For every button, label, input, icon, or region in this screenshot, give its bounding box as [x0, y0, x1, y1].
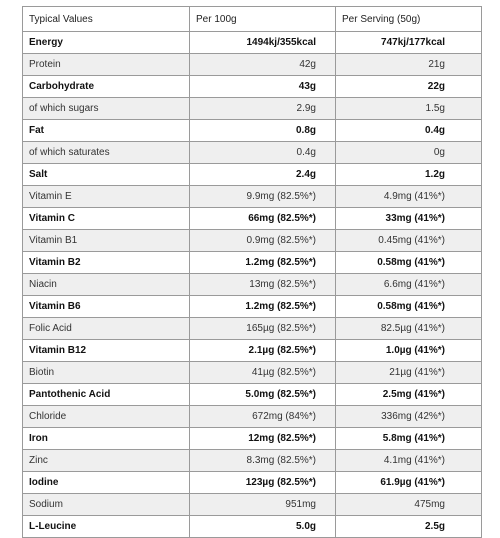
per-serving-value: 0.4g: [336, 120, 482, 142]
table-row: [23, 340, 482, 362]
nutrient-label: Vitamin C: [23, 208, 190, 230]
per-serving-value: 747kj/177kcal: [336, 32, 482, 54]
table-row: [23, 472, 482, 494]
per-100g-value: 2.4g: [190, 164, 336, 186]
nutrient-label: Carbohydrate: [23, 76, 190, 98]
per-100g-value: 41µg (82.5%*): [190, 362, 336, 384]
header-per-100g: Per 100g: [190, 7, 336, 32]
table-row: [23, 428, 482, 450]
per-serving-value: 2.5g: [336, 516, 482, 538]
per-serving-value: 5.8mg (41%*): [336, 428, 482, 450]
nutrient-label: Vitamin E: [23, 186, 190, 208]
nutrient-label: Pantothenic Acid: [23, 384, 190, 406]
nutrient-label: Vitamin B6: [23, 296, 190, 318]
per-serving-value: 22g: [336, 76, 482, 98]
table-row: [23, 54, 482, 76]
nutrient-label: Niacin: [23, 274, 190, 296]
per-100g-value: 5.0mg (82.5%*): [190, 384, 336, 406]
per-100g-value: 672mg (84%*): [190, 406, 336, 428]
table-row: [23, 32, 482, 54]
table-row: [23, 230, 482, 252]
table-row: [23, 318, 482, 340]
table-row: [23, 274, 482, 296]
nutrient-label: Vitamin B2: [23, 252, 190, 274]
table-row: [23, 362, 482, 384]
per-serving-value: 33mg (41%*): [336, 208, 482, 230]
per-100g-value: 9.9mg (82.5%*): [190, 186, 336, 208]
per-100g-value: 13mg (82.5%*): [190, 274, 336, 296]
per-serving-value: 21µg (41%*): [336, 362, 482, 384]
per-100g-value: 43g: [190, 76, 336, 98]
per-serving-value: 0.58mg (41%*): [336, 252, 482, 274]
table-row: [23, 76, 482, 98]
per-100g-value: 8.3mg (82.5%*): [190, 450, 336, 472]
table-row: [23, 142, 482, 164]
per-serving-value: 1.5g: [336, 98, 482, 120]
per-100g-value: 165µg (82.5%*): [190, 318, 336, 340]
nutrient-label: Vitamin B1: [23, 230, 190, 252]
per-100g-value: 1494kj/355kcal: [190, 32, 336, 54]
table-row: [23, 252, 482, 274]
table-row: [23, 296, 482, 318]
per-serving-value: 1.2g: [336, 164, 482, 186]
per-serving-value: 1.0µg (41%*): [336, 340, 482, 362]
table-row: [23, 384, 482, 406]
nutrient-label: Folic Acid: [23, 318, 190, 340]
table-row: [23, 164, 482, 186]
table-row: [23, 406, 482, 428]
nutrient-label: of which saturates: [23, 142, 190, 164]
per-serving-value: 61.9µg (41%*): [336, 472, 482, 494]
nutrient-label: Energy: [23, 32, 190, 54]
table-header: [23, 7, 482, 32]
table-body: [23, 32, 482, 538]
table-row: [23, 450, 482, 472]
per-100g-value: 2.1µg (82.5%*): [190, 340, 336, 362]
per-serving-value: 4.9mg (41%*): [336, 186, 482, 208]
table-row: [23, 120, 482, 142]
nutrient-label: Iron: [23, 428, 190, 450]
nutrient-label: Zinc: [23, 450, 190, 472]
header-typical-values: Typical Values: [23, 7, 190, 32]
table-row: [23, 208, 482, 230]
per-100g-value: 0.8g: [190, 120, 336, 142]
nutrient-label: Salt: [23, 164, 190, 186]
per-serving-value: 336mg (42%*): [336, 406, 482, 428]
per-serving-value: 82.5µg (41%*): [336, 318, 482, 340]
per-100g-value: 1.2mg (82.5%*): [190, 252, 336, 274]
table-row: [23, 516, 482, 538]
per-100g-value: 12mg (82.5%*): [190, 428, 336, 450]
nutrient-label: Fat: [23, 120, 190, 142]
per-serving-value: 0g: [336, 142, 482, 164]
per-serving-value: 475mg: [336, 494, 482, 516]
per-serving-value: 2.5mg (41%*): [336, 384, 482, 406]
nutrient-label: L-Leucine: [23, 516, 190, 538]
per-100g-value: 1.2mg (82.5%*): [190, 296, 336, 318]
nutrient-label: of which sugars: [23, 98, 190, 120]
per-100g-value: 123µg (82.5%*): [190, 472, 336, 494]
per-100g-value: 42g: [190, 54, 336, 76]
nutrient-label: Sodium: [23, 494, 190, 516]
per-100g-value: 951mg: [190, 494, 336, 516]
nutrient-label: Chloride: [23, 406, 190, 428]
header-row: [23, 7, 482, 32]
per-serving-value: 0.58mg (41%*): [336, 296, 482, 318]
table-row: [23, 98, 482, 120]
per-100g-value: 66mg (82.5%*): [190, 208, 336, 230]
table-row: [23, 186, 482, 208]
per-serving-value: 4.1mg (41%*): [336, 450, 482, 472]
nutrient-label: Biotin: [23, 362, 190, 384]
table-row: [23, 494, 482, 516]
per-100g-value: 5.0g: [190, 516, 336, 538]
per-serving-value: 0.45mg (41%*): [336, 230, 482, 252]
nutrient-label: Vitamin B12: [23, 340, 190, 362]
header-per-serving: Per Serving (50g): [336, 7, 482, 32]
per-serving-value: 21g: [336, 54, 482, 76]
per-100g-value: 0.9mg (82.5%*): [190, 230, 336, 252]
per-100g-value: 2.9g: [190, 98, 336, 120]
per-serving-value: 6.6mg (41%*): [336, 274, 482, 296]
nutrition-table: [22, 6, 482, 538]
nutrient-label: Iodine: [23, 472, 190, 494]
nutrient-label: Protein: [23, 54, 190, 76]
per-100g-value: 0.4g: [190, 142, 336, 164]
